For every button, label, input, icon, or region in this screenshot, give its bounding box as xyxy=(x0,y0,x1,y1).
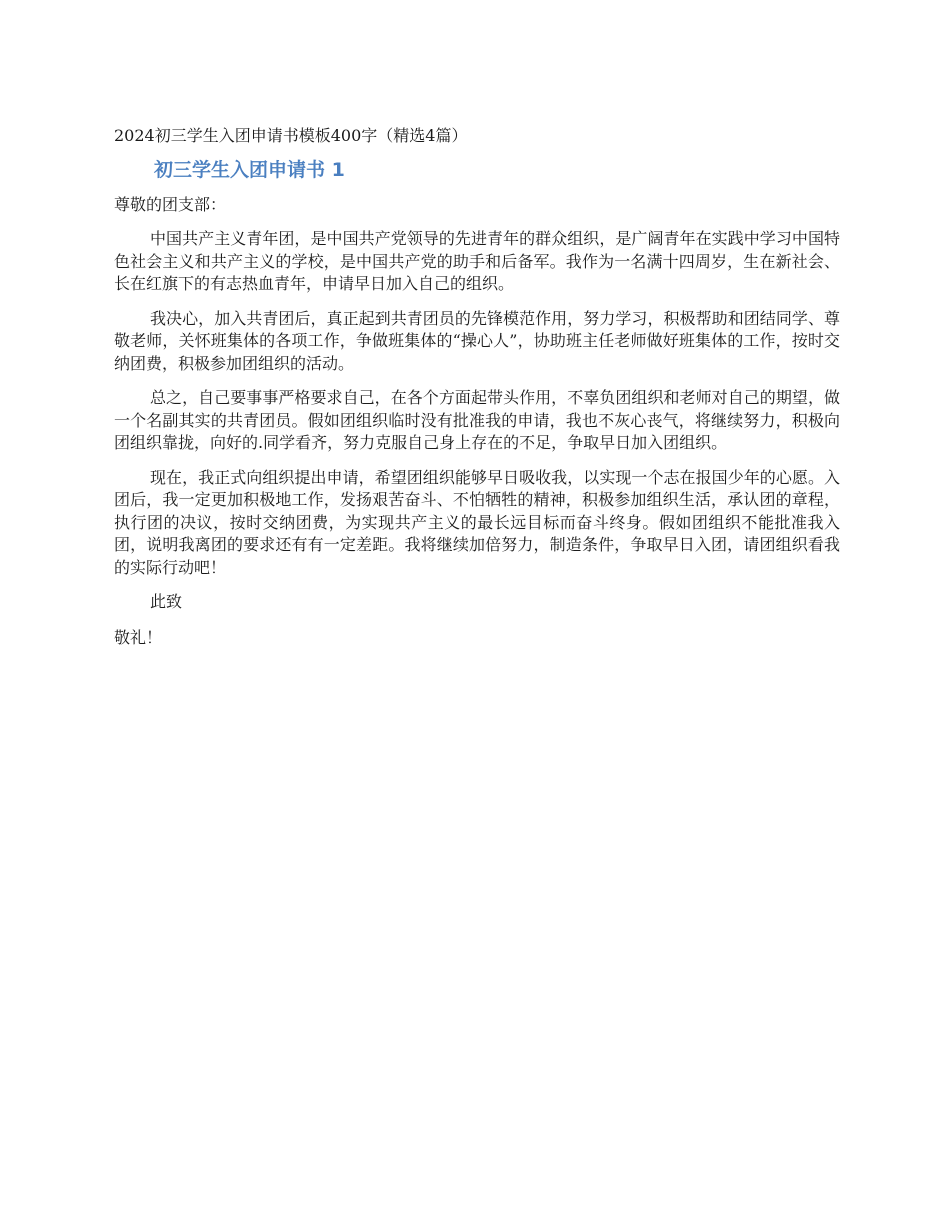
paragraph: 中国共产主义青年团，是中国共产党领导的先进青年的群众组织，是广阔青年在实践中学习中国特色社会主义和共产主义的学校，是中国共产党的助手和后备军。我作为一名满十四周岁，生在新社会、长在红旗下的有志热血青年，申请早日加入自己的组织。 xyxy=(114,229,840,293)
document-title: 2024初三学生入团申请书模板400字（精选4篇） xyxy=(114,126,468,145)
paragraph: 现在，我正式向组织提出申请，希望团组织能够早日吸收我，以实现一个志在报国少年的心愿。入团后，我一定更加积极地工作，发扬艰苦奋斗、不怕牺牲的精神，积极参加组织生活，承认团的章程，执行团的决议，按时交纳团费，为实现共产主义的最长远目标而奋斗终身。假如团组织不能批准我入团，说明我离团的要求还有有一定差距。我将继续加倍努力，制造条件，争取早日入团，请团组织看我的实际行动吧！ xyxy=(114,467,840,577)
closing-phrase: 此致 xyxy=(150,592,183,611)
respect-phrase: 敬礼！ xyxy=(114,628,163,647)
salutation: 尊敬的团支部： xyxy=(114,195,227,214)
paragraph: 总之，自己要事事严格要求自己，在各个方面起带头作用，不辜负团组织和老师对自己的期望，做一个名副其实的共青团员。假如团组织临时没有批准我的申请，我也不灰心丧气，将继续努力，积极向团组织靠拢，向好的.同学看齐，努力克服自己身上存在的不足，争取早日加入团组织。 xyxy=(114,388,840,452)
paragraph: 我决心，加入共青团后，真正起到共青团员的先锋模范作用，努力学习，积极帮助和团结同学、尊敬老师，关怀班集体的各项工作，争做班集体的“操心人”，协助班主任老师做好班集体的工作，按时交纳团费，积极参加团组织的活动。 xyxy=(114,308,840,373)
section-heading: 初三学生入团申请书 1 xyxy=(154,159,345,181)
document-page xyxy=(114,124,840,649)
